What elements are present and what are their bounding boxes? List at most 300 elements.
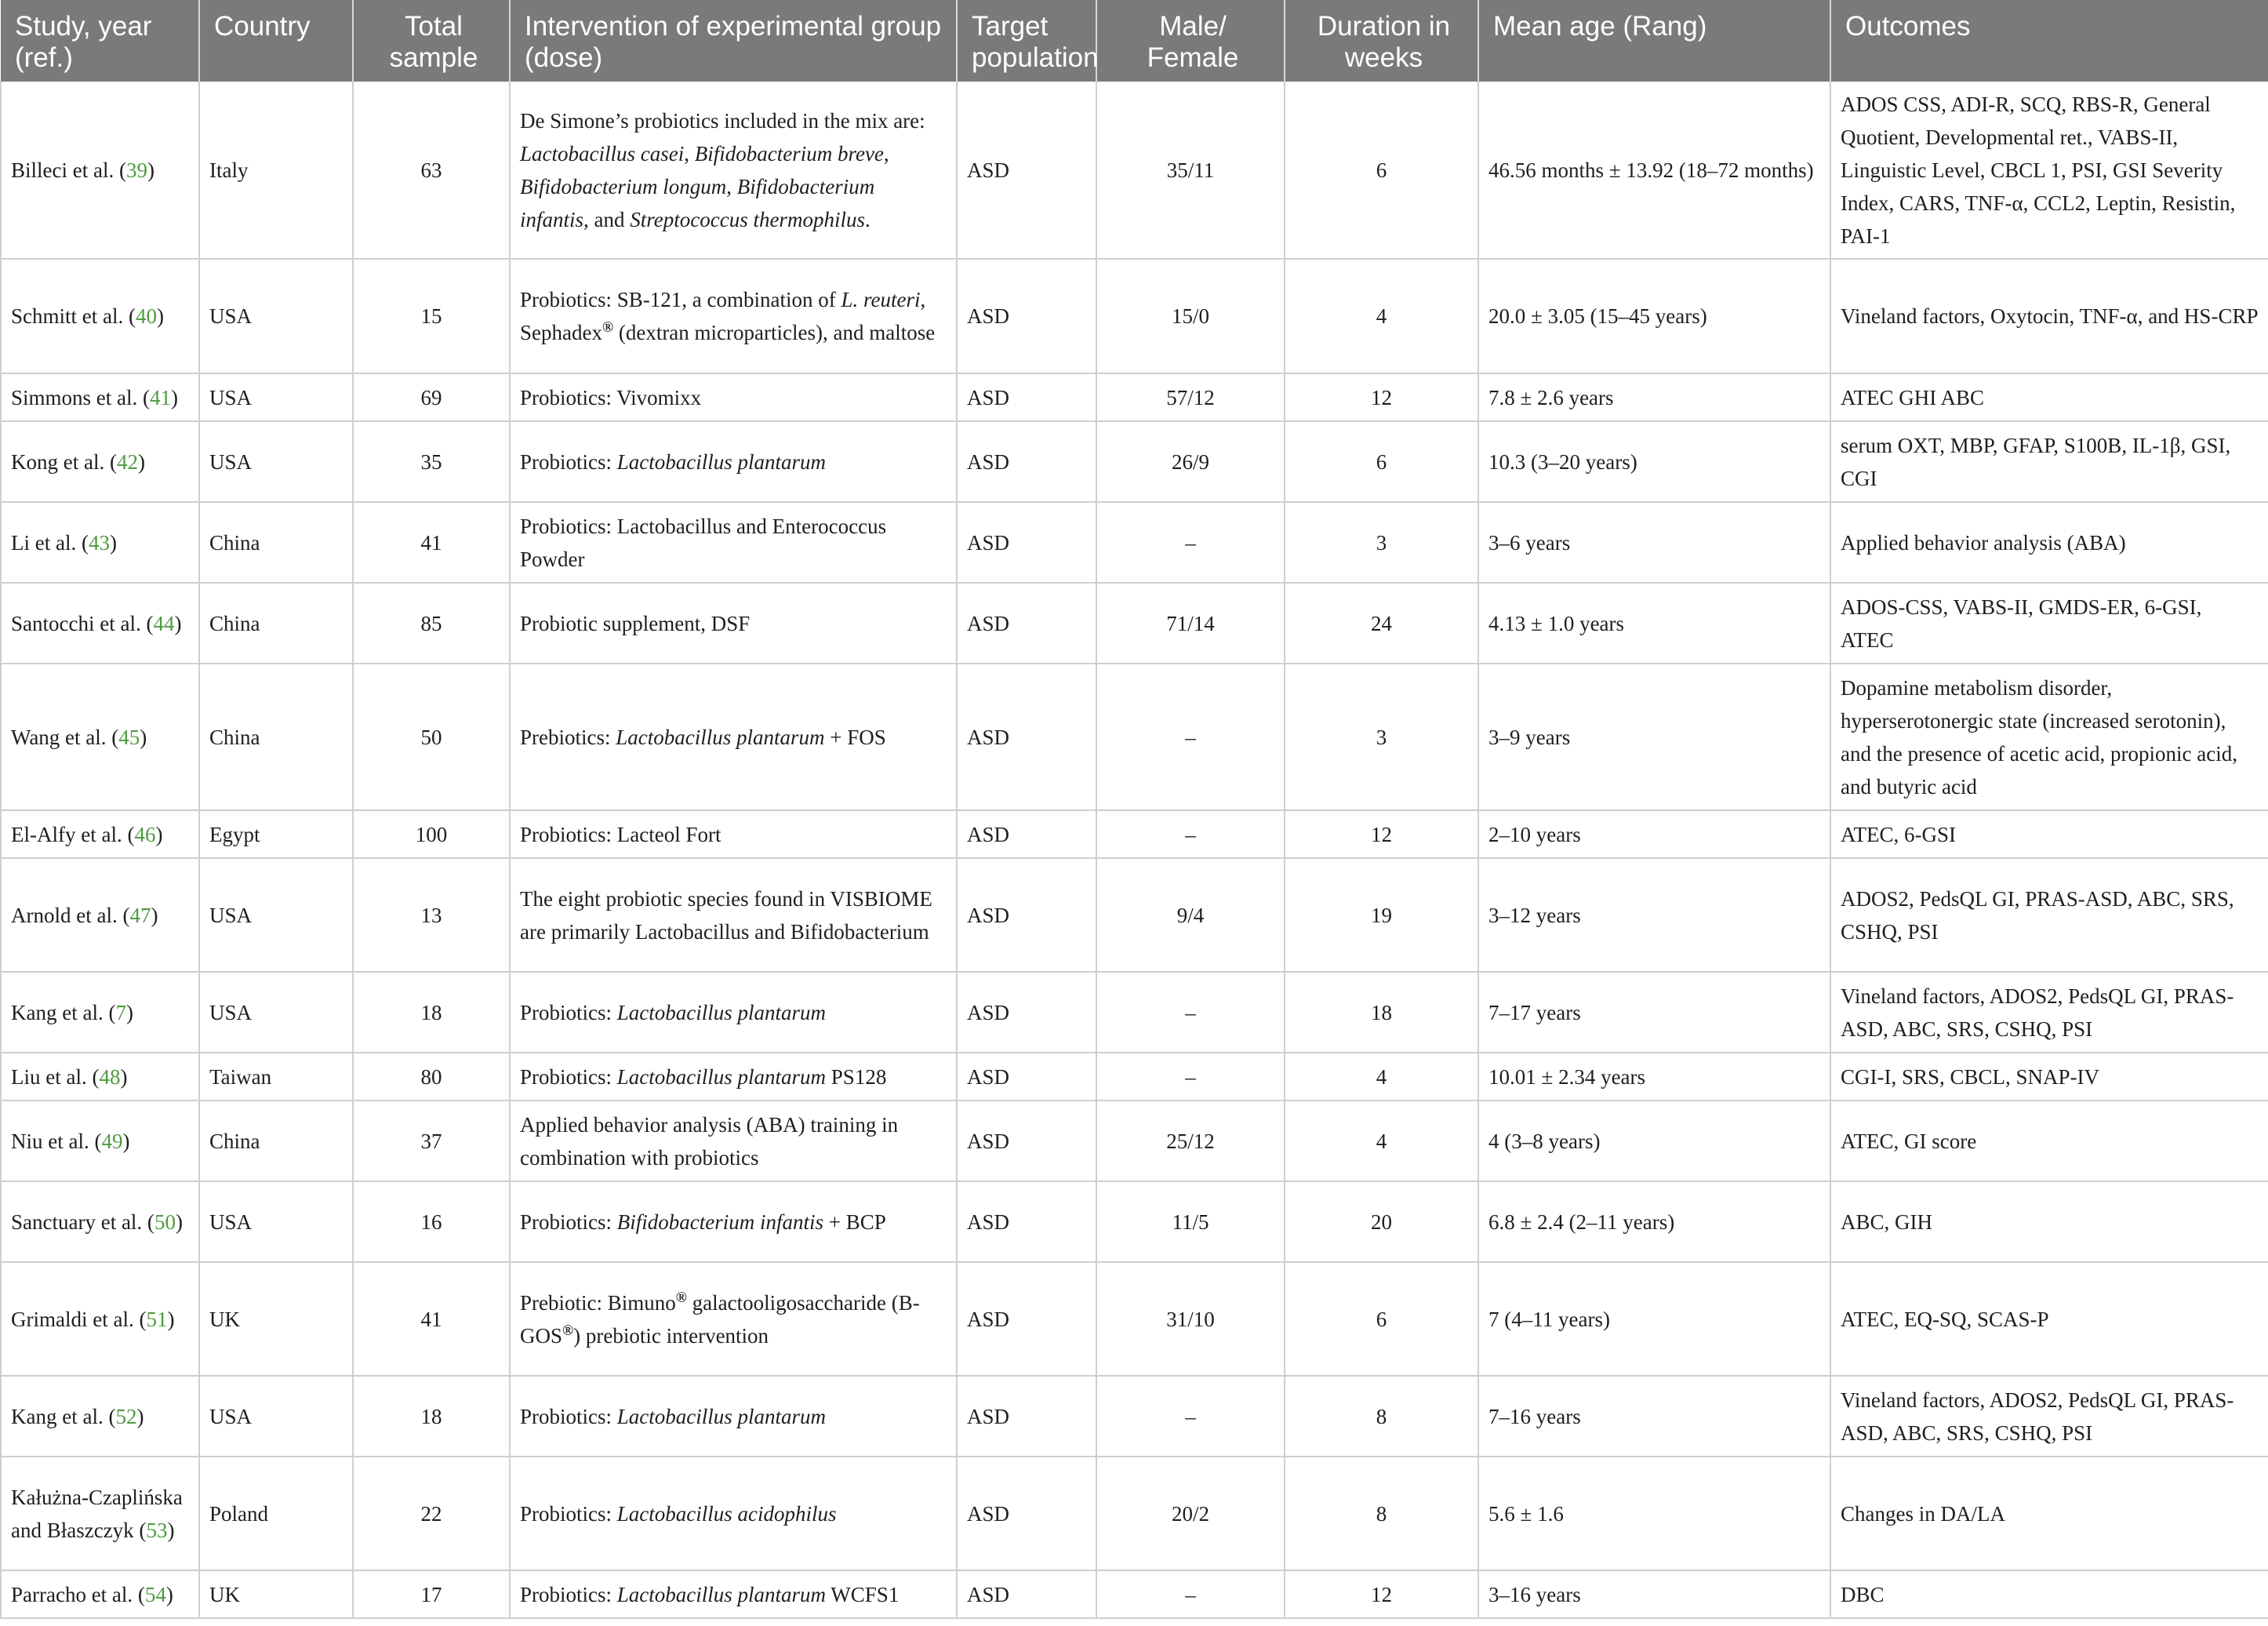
total-sample-value: 16: [420, 1209, 442, 1234]
study-paren: ): [140, 725, 147, 749]
cell-country: [199, 373, 353, 421]
total-sample-value: 63: [420, 158, 442, 182]
intervention-text: Probiotics:: [520, 1582, 617, 1606]
table-row: [1, 1100, 2268, 1181]
study-paren: ): [122, 1129, 130, 1153]
table-body: [1, 82, 2268, 1618]
header-total-sample: Total sample: [353, 0, 510, 82]
cell-country: [199, 421, 353, 502]
intervention-text: , and: [583, 207, 631, 231]
cell-male-female: [1096, 1262, 1285, 1376]
population-value: ASD: [967, 1000, 1010, 1024]
cell-outcomes: [1830, 972, 2268, 1053]
header-row: [1, 0, 2268, 82]
header-country: Country: [199, 0, 353, 82]
cell-male-female: [1096, 1053, 1285, 1100]
cell-target-population: [957, 1053, 1096, 1100]
cell-target-population: [957, 664, 1096, 810]
study-paren: ): [167, 1307, 175, 1331]
population-value: ASD: [967, 1209, 1010, 1234]
cell-outcomes: [1830, 1376, 2268, 1457]
male-female-value: –: [1185, 1000, 1196, 1024]
cell-mean-age: [1478, 1262, 1830, 1376]
duration-value: 4: [1376, 304, 1387, 328]
cell-total-sample: [353, 259, 510, 373]
total-sample-value: 41: [420, 530, 442, 555]
study-paren: ): [167, 1518, 175, 1542]
study-name: Wang et al. (: [11, 725, 119, 749]
study-name: Simmons et al. (: [11, 385, 150, 409]
cell-country: [199, 664, 353, 810]
cell-mean-age: [1478, 1376, 1830, 1457]
country-value: USA: [209, 1209, 253, 1234]
cell-mean-age: [1478, 664, 1830, 810]
duration-value: 4: [1376, 1064, 1387, 1089]
study-paren: ): [151, 903, 158, 927]
reference-link[interactable]: 49: [101, 1129, 123, 1153]
reference-link[interactable]: 50: [154, 1209, 176, 1234]
outcomes-value: ATEC, GI score: [1841, 1129, 1977, 1153]
cell-country: [199, 1457, 353, 1570]
cell-country: [199, 1570, 353, 1618]
duration-value: 6: [1376, 158, 1387, 182]
cell-mean-age: [1478, 858, 1830, 972]
reference-link[interactable]: 41: [150, 385, 171, 409]
country-value: Egypt: [209, 822, 260, 846]
cell-country: [199, 972, 353, 1053]
study-name: Schmitt et al. (: [11, 304, 136, 328]
intervention-text: ,: [684, 141, 695, 166]
total-sample-value: 18: [420, 1404, 442, 1428]
cell-target-population: [957, 421, 1096, 502]
male-female-value: 26/9: [1171, 449, 1209, 474]
total-sample-value: 85: [420, 611, 442, 635]
country-value: China: [209, 1129, 260, 1153]
cell-study: [1, 858, 199, 972]
population-value: ASD: [967, 1307, 1010, 1331]
species-name: Bifidobacterium infantis: [520, 174, 875, 231]
study-name: Grimaldi et al. (: [11, 1307, 147, 1331]
male-female-value: –: [1185, 530, 1196, 555]
intervention-text: De Simone’s probiotics included in the mix are:: [520, 108, 925, 133]
population-value: ASD: [967, 725, 1010, 749]
cell-intervention: [510, 972, 957, 1053]
cell-country: [199, 259, 353, 373]
cell-target-population: [957, 583, 1096, 664]
cell-intervention: [510, 664, 957, 810]
population-value: ASD: [967, 1404, 1010, 1428]
population-value: ASD: [967, 1501, 1010, 1526]
table-row: [1, 373, 2268, 421]
cell-country: [199, 810, 353, 858]
table-row: [1, 1262, 2268, 1376]
study-name: Liu et al. (: [11, 1064, 100, 1089]
male-female-value: 35/11: [1166, 158, 1215, 182]
mean-age-value: 3–12 years: [1488, 903, 1581, 927]
table-row: [1, 502, 2268, 583]
cell-intervention: [510, 1053, 957, 1100]
cell-duration: [1285, 1570, 1478, 1618]
cell-study: [1, 421, 199, 502]
intervention-text: Probiotics: Lactobacillus and Enterococcus Powder: [520, 514, 887, 571]
total-sample-value: 41: [420, 1307, 442, 1331]
cell-outcomes: [1830, 1570, 2268, 1618]
cell-study: [1, 502, 199, 583]
cell-mean-age: [1478, 1181, 1830, 1262]
mean-age-value: 7 (4–11 years): [1488, 1307, 1610, 1331]
outcomes-value: ABC, GIH: [1841, 1209, 1933, 1234]
reference-link[interactable]: 54: [144, 1582, 166, 1606]
outcomes-value: ADOS2, PedsQL GI, PRAS-ASD, ABC, SRS, CSHQ, PSI: [1841, 886, 2234, 944]
mean-age-value: 20.0 ± 3.05 (15–45 years): [1488, 304, 1707, 328]
mean-age-value: 3–6 years: [1488, 530, 1571, 555]
cell-target-population: [957, 1570, 1096, 1618]
table-row: [1, 421, 2268, 502]
cell-intervention: [510, 583, 957, 664]
cell-target-population: [957, 1100, 1096, 1181]
reference-link[interactable]: 53: [146, 1518, 168, 1542]
male-female-value: 57/12: [1166, 385, 1215, 409]
outcomes-value: Vineland factors, ADOS2, PedsQL GI, PRAS-ASD, ABC, SRS, CSHQ, PSI: [1841, 984, 2234, 1041]
country-value: Italy: [209, 158, 249, 182]
reference-link[interactable]: 42: [116, 449, 138, 474]
cell-country: [199, 1100, 353, 1181]
cell-total-sample: [353, 858, 510, 972]
intervention-text: Probiotics: Vivomixx: [520, 385, 702, 409]
cell-country: [199, 583, 353, 664]
cell-male-female: [1096, 373, 1285, 421]
male-female-value: –: [1185, 725, 1196, 749]
population-value: ASD: [967, 903, 1010, 927]
intervention-text: The eight probiotic species found in VISBIOME are primarily Lactobacillus and Bifidobacterium: [520, 886, 932, 944]
table-row: [1, 1053, 2268, 1100]
outcomes-value: Vineland factors, ADOS2, PedsQL GI, PRAS-ASD, ABC, SRS, CSHQ, PSI: [1841, 1388, 2234, 1445]
intervention-text: Probiotics:: [520, 1404, 617, 1428]
cell-mean-age: [1478, 1100, 1830, 1181]
cell-country: [199, 1376, 353, 1457]
cell-country: [199, 1262, 353, 1376]
registered-mark: ®: [602, 319, 614, 336]
table-row: [1, 858, 2268, 972]
duration-value: 12: [1371, 822, 1392, 846]
cell-total-sample: [353, 1376, 510, 1457]
species-name: Bifidobacterium breve: [694, 141, 884, 166]
table-header: [1, 0, 2268, 82]
reference-link[interactable]: 48: [99, 1064, 121, 1089]
cell-mean-age: [1478, 421, 1830, 502]
cell-male-female: [1096, 583, 1285, 664]
study-paren: ): [136, 1404, 144, 1428]
cell-mean-age: [1478, 810, 1830, 858]
cell-mean-age: [1478, 82, 1830, 259]
cell-study: [1, 373, 199, 421]
reference-link[interactable]: 46: [134, 822, 156, 846]
cell-duration: [1285, 1262, 1478, 1376]
male-female-value: –: [1185, 1404, 1196, 1428]
reference-link[interactable]: 45: [118, 725, 140, 749]
cell-total-sample: [353, 502, 510, 583]
cell-intervention: [510, 1262, 957, 1376]
country-value: Taiwan: [209, 1064, 272, 1089]
duration-value: 4: [1376, 1129, 1387, 1153]
cell-target-population: [957, 1457, 1096, 1570]
table-row: [1, 259, 2268, 373]
duration-value: 18: [1371, 1000, 1392, 1024]
cell-target-population: [957, 972, 1096, 1053]
cell-total-sample: [353, 664, 510, 810]
study-paren: ): [175, 1209, 183, 1234]
cell-male-female: [1096, 1376, 1285, 1457]
country-value: China: [209, 530, 260, 555]
intervention-text: Prebiotic: Bimuno: [520, 1290, 676, 1315]
cell-total-sample: [353, 1570, 510, 1618]
cell-study: [1, 664, 199, 810]
cell-duration: [1285, 664, 1478, 810]
total-sample-value: 22: [420, 1501, 442, 1526]
table-row: [1, 82, 2268, 259]
cell-total-sample: [353, 82, 510, 259]
cell-mean-age: [1478, 1053, 1830, 1100]
cell-study: [1, 1181, 199, 1262]
cell-mean-age: [1478, 373, 1830, 421]
table-row: [1, 810, 2268, 858]
intervention-text: Applied behavior analysis (ABA) training in combination with probiotics: [520, 1112, 899, 1169]
cell-study: [1, 1457, 199, 1570]
intervention-text: WCFS1: [826, 1582, 900, 1606]
cell-male-female: [1096, 1457, 1285, 1570]
outcomes-value: ATEC, EQ-SQ, SCAS-P: [1841, 1307, 2049, 1331]
species-name: Lactobacillus acidophilus: [616, 1501, 837, 1526]
reference-link[interactable]: 39: [125, 158, 147, 182]
reference-link[interactable]: 7: [115, 1000, 126, 1024]
cell-country: [199, 858, 353, 972]
cell-country: [199, 1181, 353, 1262]
cell-male-female: [1096, 259, 1285, 373]
cell-outcomes: [1830, 1181, 2268, 1262]
outcomes-value: CGI-I, SRS, CBCL, SNAP-IV: [1841, 1064, 2100, 1089]
country-value: USA: [209, 449, 253, 474]
duration-value: 19: [1371, 903, 1392, 927]
cell-male-female: [1096, 82, 1285, 259]
mean-age-value: 46.56 months ± 13.92 (18–72 months): [1488, 158, 1814, 182]
intervention-text: , Sephadex: [520, 288, 926, 344]
cell-study: [1, 810, 199, 858]
study-paren: ): [125, 1000, 133, 1024]
duration-value: 3: [1376, 530, 1387, 555]
study-paren: ): [109, 530, 117, 555]
country-value: USA: [209, 1000, 253, 1024]
study-name: Parracho et al. (: [11, 1582, 145, 1606]
cell-study: [1, 82, 199, 259]
cell-study: [1, 1053, 199, 1100]
country-value: USA: [209, 903, 253, 927]
study-paren: ): [137, 449, 145, 474]
mean-age-value: 4 (3–8 years): [1488, 1129, 1601, 1153]
cell-target-population: [957, 502, 1096, 583]
cell-study: [1, 1100, 199, 1181]
study-paren: ): [120, 1064, 128, 1089]
mean-age-value: 5.6 ± 1.6: [1488, 1501, 1564, 1526]
duration-value: 6: [1376, 1307, 1387, 1331]
cell-study: [1, 1262, 199, 1376]
mean-age-value: 10.3 (3–20 years): [1488, 449, 1637, 474]
table-row: [1, 1457, 2268, 1570]
header-duration: Duration in weeks: [1285, 0, 1478, 82]
cell-outcomes: [1830, 502, 2268, 583]
duration-value: 8: [1376, 1501, 1387, 1526]
cell-target-population: [957, 373, 1096, 421]
duration-value: 12: [1371, 385, 1392, 409]
cell-total-sample: [353, 421, 510, 502]
male-female-value: 11/5: [1172, 1209, 1209, 1234]
cell-mean-age: [1478, 583, 1830, 664]
cell-duration: [1285, 583, 1478, 664]
male-female-value: 9/4: [1176, 903, 1205, 927]
reference-link[interactable]: 40: [135, 304, 157, 328]
table-row: [1, 583, 2268, 664]
duration-value: 3: [1376, 725, 1387, 749]
outcomes-value: DBC: [1841, 1582, 1885, 1606]
outcomes-value: Changes in DA/LA: [1841, 1501, 2005, 1526]
intervention-text: Probiotics:: [520, 1501, 617, 1526]
country-value: USA: [209, 304, 253, 328]
duration-value: 24: [1371, 611, 1392, 635]
cell-mean-age: [1478, 1457, 1830, 1570]
header-outcomes: Outcomes: [1830, 0, 2268, 82]
reference-link[interactable]: 47: [129, 903, 151, 927]
reference-link[interactable]: 51: [146, 1307, 168, 1331]
species-name: Streptococcus thermophilus: [630, 207, 865, 231]
male-female-value: 15/0: [1171, 304, 1209, 328]
cell-intervention: [510, 1457, 957, 1570]
cell-outcomes: [1830, 1100, 2268, 1181]
intervention-text: Probiotics: SB-121, a combination of: [520, 288, 841, 311]
study-name: Kong et al. (: [11, 449, 117, 474]
mean-age-value: 10.01 ± 2.34 years: [1488, 1064, 1646, 1089]
total-sample-value: 18: [420, 1000, 442, 1024]
country-value: USA: [209, 385, 253, 409]
reference-link[interactable]: 52: [115, 1404, 137, 1428]
intervention-text: galactooligosaccharide (B-GOS: [520, 1290, 920, 1348]
duration-value: 6: [1376, 449, 1387, 474]
total-sample-value: 17: [420, 1582, 442, 1606]
duration-value: 20: [1371, 1209, 1392, 1234]
cell-total-sample: [353, 1100, 510, 1181]
cell-outcomes: [1830, 810, 2268, 858]
intervention-text: Probiotics:: [520, 1209, 617, 1234]
mean-age-value: 7–16 years: [1488, 1404, 1581, 1428]
outcomes-value: serum OXT, MBP, GFAP, S100B, IL-1β, GSI, CGI: [1841, 433, 2231, 490]
outcomes-value: ADOS CSS, ADI-R, SCQ, RBS-R, General Quotient, Developmental ret., VABS-II, Linguistic Level, CBCL 1, PSI, GSI Severity Index, CARS, TNF-α, CCL2, Leptin, Resistin, PAI-1: [1841, 92, 2236, 248]
cell-total-sample: [353, 1181, 510, 1262]
outcomes-value: Dopamine metabolism disorder, hyperserotonergic state (increased serotonin), and the presence of acetic acid, propionic acid, and butyric acid: [1841, 675, 2237, 798]
study-paren: ): [165, 1582, 173, 1606]
species-name: Lactobacillus plantarum: [616, 449, 827, 474]
cell-target-population: [957, 810, 1096, 858]
mean-age-value: 2–10 years: [1488, 822, 1581, 846]
population-value: ASD: [967, 158, 1010, 182]
mean-age-value: 6.8 ± 2.4 (2–11 years): [1488, 1209, 1675, 1234]
cell-outcomes: [1830, 421, 2268, 502]
cell-target-population: [957, 1262, 1096, 1376]
population-value: ASD: [967, 822, 1010, 846]
cell-target-population: [957, 1376, 1096, 1457]
intervention-text: ,: [883, 141, 889, 166]
country-value: UK: [209, 1307, 240, 1331]
cell-intervention: [510, 1570, 957, 1618]
species-name: Lactobacillus plantarum: [616, 1000, 827, 1024]
intervention-text: ) prebiotic intervention: [573, 1323, 769, 1348]
header-intervention: Intervention of experimental group (dose): [510, 0, 957, 82]
cell-total-sample: [353, 972, 510, 1053]
study-paren: ): [156, 304, 164, 328]
outcomes-value: Vineland factors, Oxytocin, TNF-α, and HS-CRP: [1841, 304, 2259, 328]
population-value: ASD: [967, 530, 1010, 555]
intervention-text: .: [864, 207, 870, 231]
registered-mark: ®: [675, 1289, 687, 1306]
cell-male-female: [1096, 810, 1285, 858]
cell-country: [199, 82, 353, 259]
reference-link[interactable]: 44: [153, 611, 175, 635]
intervention-text: Probiotics:: [520, 1000, 617, 1024]
population-value: ASD: [967, 304, 1010, 328]
species-name: Lactobacillus plantarum: [616, 725, 825, 749]
intervention-text: Probiotics:: [520, 449, 617, 474]
reference-link[interactable]: 43: [88, 530, 110, 555]
cell-mean-age: [1478, 502, 1830, 583]
species-name: Bifidobacterium longum: [520, 174, 727, 198]
cell-study: [1, 1376, 199, 1457]
country-value: China: [209, 611, 260, 635]
cell-intervention: [510, 421, 957, 502]
cell-intervention: [510, 259, 957, 373]
cell-male-female: [1096, 502, 1285, 583]
header-mean-age: Mean age (Rang): [1478, 0, 1830, 82]
male-female-value: 25/12: [1166, 1129, 1215, 1153]
total-sample-value: 37: [420, 1129, 442, 1153]
study-paren: ): [147, 158, 154, 182]
cell-duration: [1285, 421, 1478, 502]
cell-outcomes: [1830, 373, 2268, 421]
table-row: [1, 664, 2268, 810]
cell-target-population: [957, 1181, 1096, 1262]
intervention-text: + FOS: [824, 725, 886, 749]
population-value: ASD: [967, 449, 1010, 474]
mean-age-value: 3–16 years: [1488, 1582, 1581, 1606]
study-name: Niu et al. (: [11, 1129, 102, 1153]
study-paren: ): [171, 385, 178, 409]
cell-intervention: [510, 1181, 957, 1262]
species-name: Lactobacillus casei: [520, 141, 685, 166]
cell-total-sample: [353, 583, 510, 664]
total-sample-value: 69: [420, 385, 442, 409]
cell-outcomes: [1830, 1457, 2268, 1570]
country-value: China: [209, 725, 260, 749]
cell-duration: [1285, 1457, 1478, 1570]
registered-mark: ®: [562, 1322, 574, 1339]
study-name: Li et al. (: [11, 530, 89, 555]
species-name: Bifidobacterium infantis: [616, 1209, 824, 1234]
total-sample-value: 100: [415, 822, 448, 846]
country-value: UK: [209, 1582, 240, 1606]
mean-age-value: 7–17 years: [1488, 1000, 1581, 1024]
intervention-text: + BCP: [823, 1209, 886, 1234]
outcomes-value: ADOS-CSS, VABS-II, GMDS-ER, 6-GSI, ATEC: [1841, 595, 2202, 652]
duration-value: 8: [1376, 1404, 1387, 1428]
cell-duration: [1285, 972, 1478, 1053]
cell-target-population: [957, 82, 1096, 259]
intervention-text: Probiotics: Lacteol Fort: [520, 822, 721, 846]
